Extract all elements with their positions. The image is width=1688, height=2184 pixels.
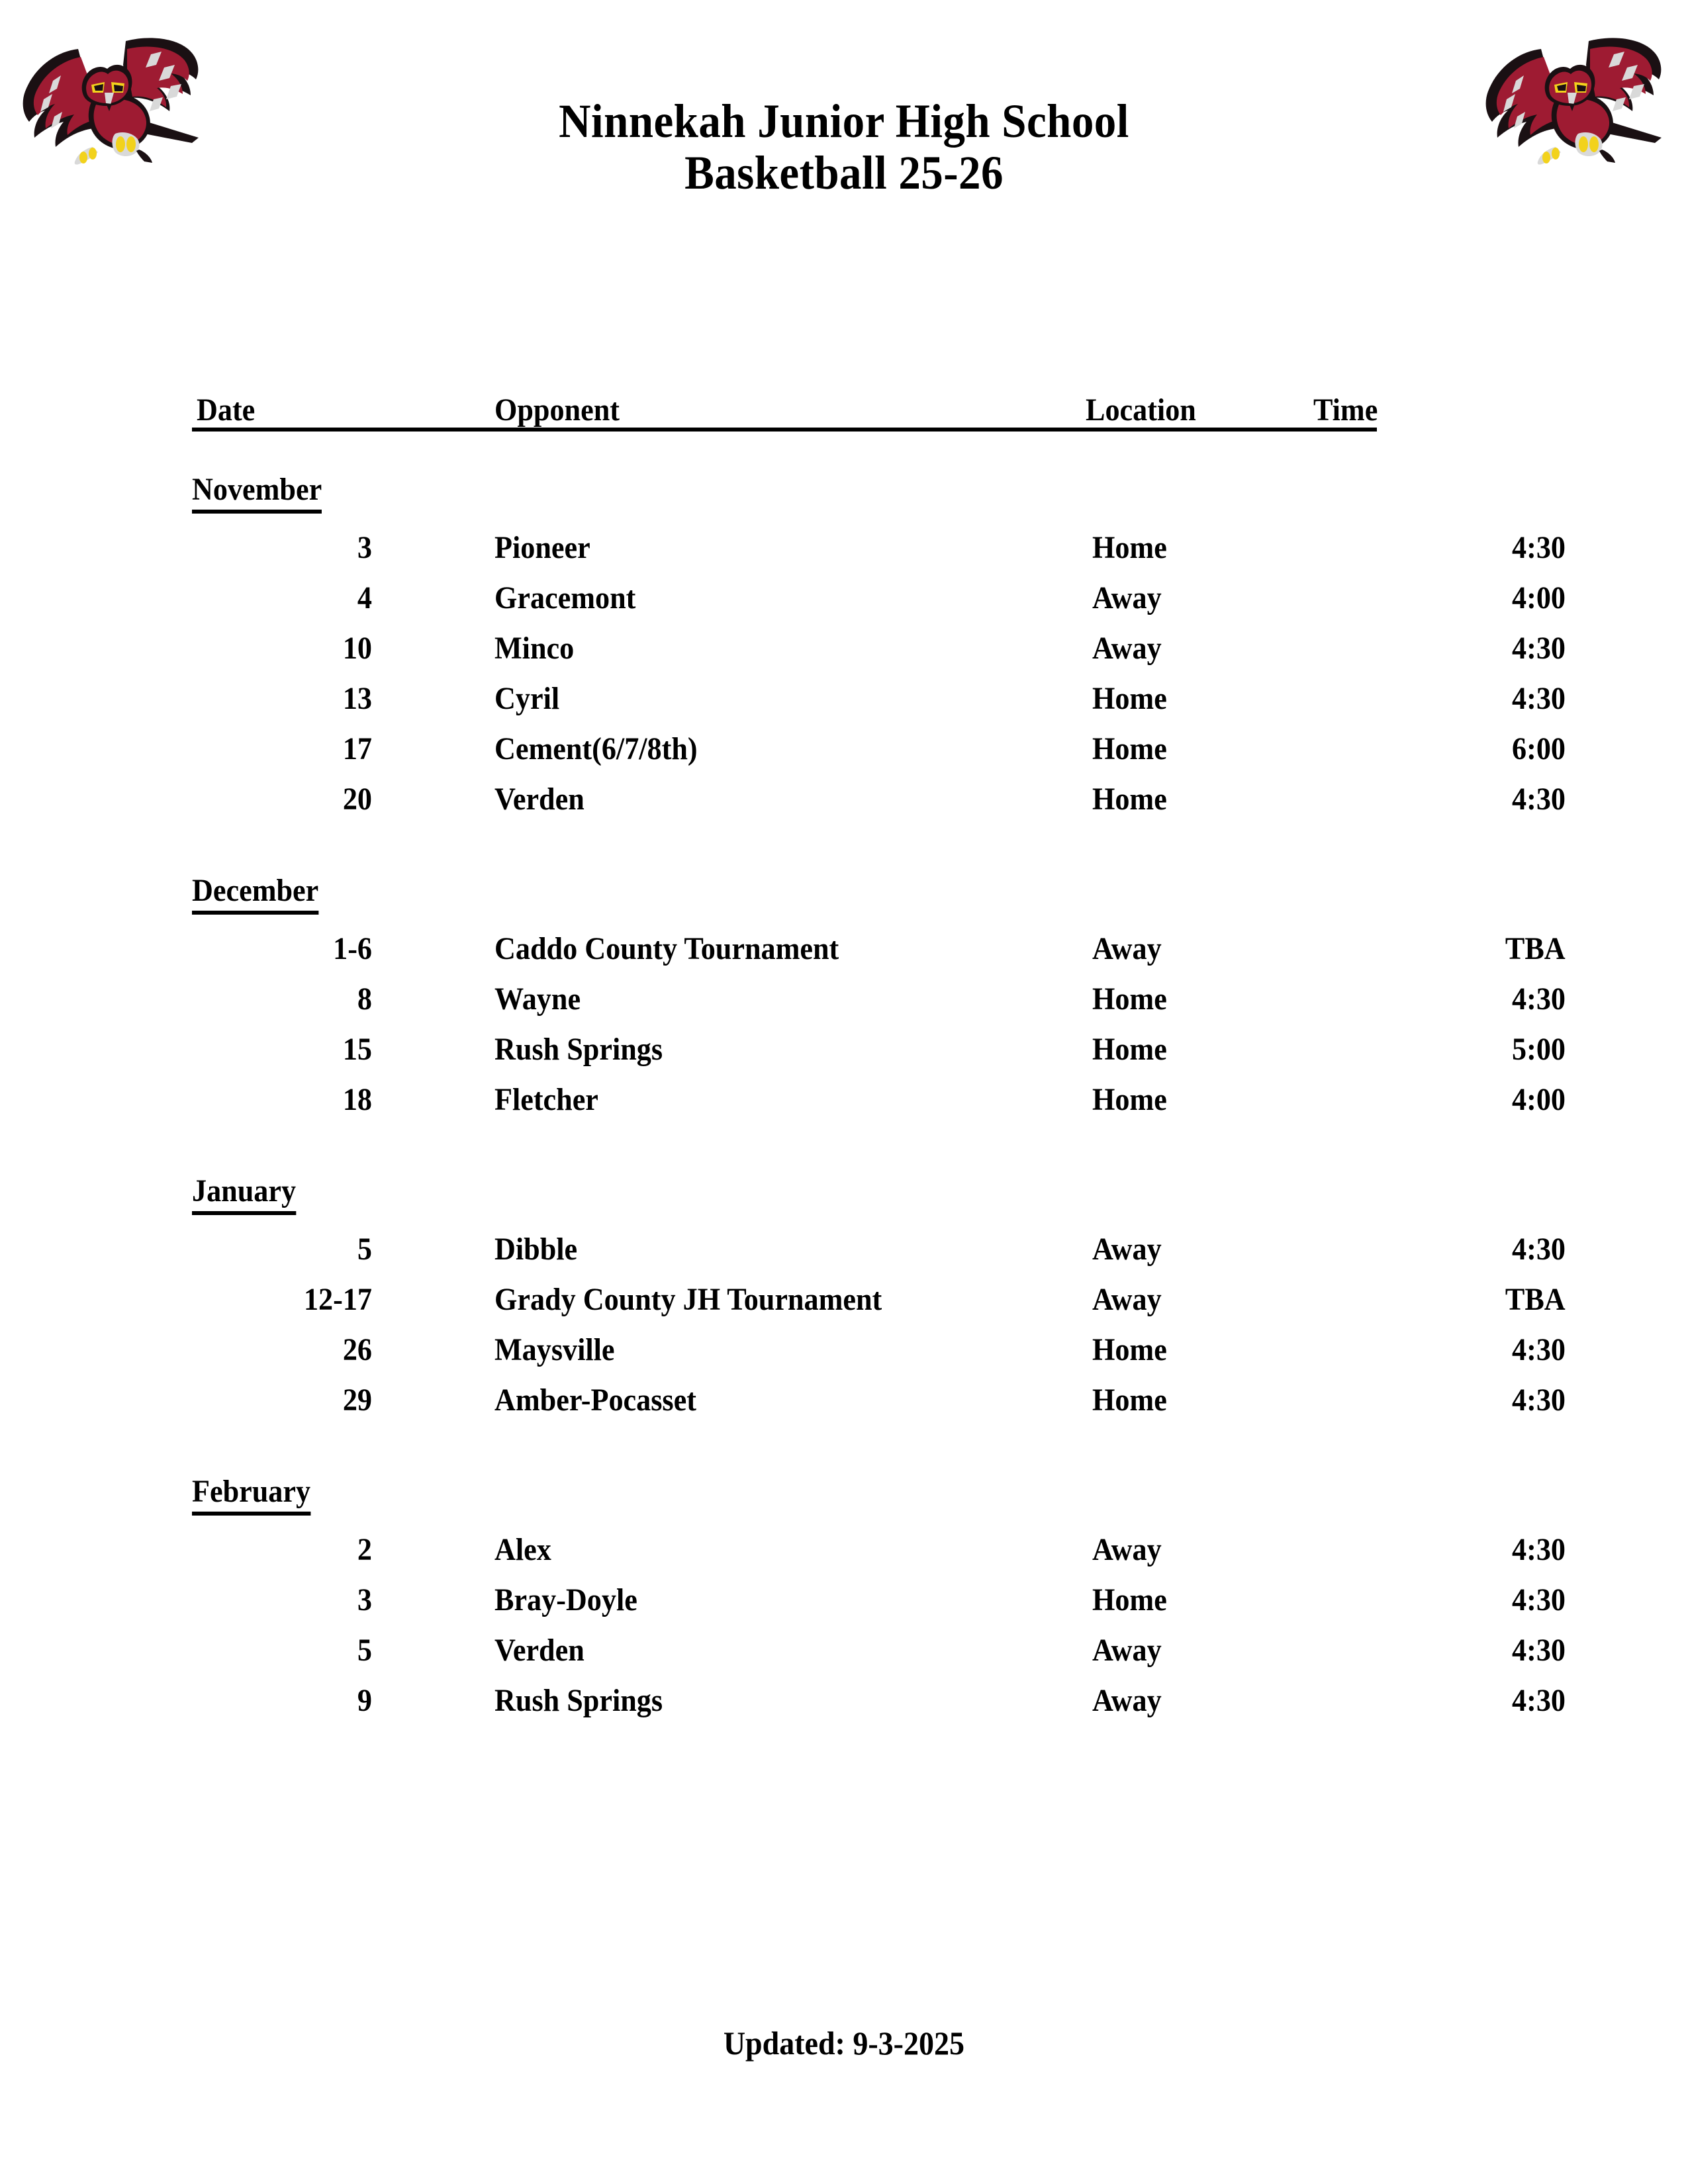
table-row xyxy=(192,1683,1566,1734)
table-row xyxy=(192,1532,1566,1583)
cell-time: 4:30 xyxy=(1512,981,1566,1017)
cell-location: Home xyxy=(1092,1383,1167,1418)
month-section-december xyxy=(192,873,1566,1133)
month-rows xyxy=(192,530,1566,833)
cell-location: Away xyxy=(1092,1683,1162,1718)
cell-date: 15 xyxy=(342,1032,372,1067)
cell-date: 10 xyxy=(342,631,372,666)
table-row xyxy=(192,782,1566,833)
cell-location: Home xyxy=(1092,1332,1167,1367)
cell-date: 5 xyxy=(357,1633,372,1668)
cell-opponent: Gracemont xyxy=(494,580,636,615)
cell-opponent: Grady County JH Tournament xyxy=(494,1282,882,1317)
table-row xyxy=(192,631,1566,682)
table-header-row xyxy=(192,389,1377,432)
month-rows xyxy=(192,1232,1566,1433)
month-label: February xyxy=(192,1476,310,1516)
column-header-location: Location xyxy=(1086,392,1196,428)
school-name: Ninnekah Junior High School xyxy=(559,95,1129,148)
cell-location: Home xyxy=(1092,1082,1167,1117)
cell-date: 29 xyxy=(342,1383,372,1418)
month-section-november xyxy=(192,472,1566,833)
cell-location: Home xyxy=(1092,681,1167,716)
cell-location: Away xyxy=(1092,1232,1162,1267)
table-row xyxy=(192,1582,1566,1633)
table-row xyxy=(192,580,1566,631)
cell-time: 6:00 xyxy=(1512,731,1566,766)
cell-opponent: Verden xyxy=(494,1633,585,1668)
cell-date: 8 xyxy=(357,981,372,1017)
cell-time: 4:30 xyxy=(1512,1383,1566,1418)
month-label: November xyxy=(192,474,322,514)
cell-opponent: Caddo County Tournament xyxy=(494,931,839,966)
table-row xyxy=(192,1633,1566,1684)
cell-date: 1-6 xyxy=(333,931,372,966)
cell-date: 3 xyxy=(357,530,372,565)
month-rows xyxy=(192,1532,1566,1734)
cell-opponent: Cement(6/7/8th) xyxy=(494,731,698,766)
cell-location: Away xyxy=(1092,1532,1162,1567)
month-section-february xyxy=(192,1474,1566,1734)
cell-time: 4:30 xyxy=(1512,681,1566,716)
table-row xyxy=(192,1032,1566,1083)
column-header-time: Time xyxy=(1313,392,1378,428)
table-row xyxy=(192,1082,1566,1133)
month-rows xyxy=(192,931,1566,1133)
cell-time: 4:30 xyxy=(1512,530,1566,565)
cell-location: Home xyxy=(1092,782,1167,817)
cell-opponent: Maysville xyxy=(494,1332,615,1367)
cell-time: TBA xyxy=(1505,1282,1566,1317)
cell-date: 18 xyxy=(342,1082,372,1117)
cell-date: 2 xyxy=(357,1532,372,1567)
cell-opponent: Verden xyxy=(494,782,585,817)
cell-date: 12-17 xyxy=(303,1282,372,1317)
cell-time: 4:30 xyxy=(1512,782,1566,817)
cell-time: 4:30 xyxy=(1512,1582,1566,1617)
cell-date: 13 xyxy=(342,681,372,716)
cell-date: 4 xyxy=(357,580,372,615)
table-row xyxy=(192,931,1566,982)
cell-location: Home xyxy=(1092,1032,1167,1067)
cell-opponent: Fletcher xyxy=(494,1082,598,1117)
cell-location: Home xyxy=(1092,1582,1167,1617)
table-row xyxy=(192,981,1566,1032)
cell-location: Home xyxy=(1092,981,1167,1017)
cell-time: 4:30 xyxy=(1512,1332,1566,1367)
cell-date: 3 xyxy=(357,1582,372,1617)
month-section-january xyxy=(192,1173,1566,1433)
cell-time: 4:30 xyxy=(1512,1232,1566,1267)
table-row xyxy=(192,1383,1566,1433)
cell-time: 5:00 xyxy=(1512,1032,1566,1067)
cell-opponent: Minco xyxy=(494,631,575,666)
table-row xyxy=(192,681,1566,732)
cell-time: 4:30 xyxy=(1512,631,1566,666)
cell-date: 17 xyxy=(342,731,372,766)
cell-time: TBA xyxy=(1505,931,1566,966)
cell-opponent: Rush Springs xyxy=(494,1032,663,1067)
table-row xyxy=(192,731,1566,782)
cell-location: Away xyxy=(1092,1282,1162,1317)
cell-time: 4:00 xyxy=(1512,580,1566,615)
cell-time: 4:30 xyxy=(1512,1633,1566,1668)
cell-opponent: Wayne xyxy=(494,981,581,1017)
cell-date: 5 xyxy=(357,1232,372,1267)
cell-opponent: Bray-Doyle xyxy=(494,1582,637,1617)
cell-opponent: Pioneer xyxy=(494,530,590,565)
cell-location: Away xyxy=(1092,580,1162,615)
page-title xyxy=(0,96,1688,199)
cell-opponent: Rush Springs xyxy=(494,1683,663,1718)
column-header-opponent: Opponent xyxy=(494,392,620,428)
cell-opponent: Amber-Pocasset xyxy=(494,1383,696,1418)
schedule-table xyxy=(192,389,1566,1734)
table-row xyxy=(192,1232,1566,1283)
table-row xyxy=(192,1332,1566,1383)
cell-date: 26 xyxy=(342,1332,372,1367)
cell-opponent: Cyril xyxy=(494,681,560,716)
cell-date: 9 xyxy=(357,1683,372,1718)
cell-location: Home xyxy=(1092,731,1167,766)
updated-date: Updated: 9-3-2025 xyxy=(723,2025,965,2062)
sport-season: Basketball 25-26 xyxy=(684,146,1004,199)
table-row xyxy=(192,1282,1566,1333)
cell-time: 4:00 xyxy=(1512,1082,1566,1117)
cell-location: Away xyxy=(1092,1633,1162,1668)
month-label: January xyxy=(192,1175,296,1215)
cell-time: 4:30 xyxy=(1512,1683,1566,1718)
column-header-date: Date xyxy=(197,392,256,428)
cell-location: Home xyxy=(1092,530,1167,565)
cell-opponent: Alex xyxy=(494,1532,551,1567)
cell-opponent: Dibble xyxy=(494,1232,578,1267)
cell-location: Away xyxy=(1092,631,1162,666)
cell-location: Away xyxy=(1092,931,1162,966)
table-row xyxy=(192,530,1566,581)
cell-date: 20 xyxy=(342,782,372,817)
cell-time: 4:30 xyxy=(1512,1532,1566,1567)
month-label: December xyxy=(192,875,318,915)
footer xyxy=(0,2026,1688,2060)
